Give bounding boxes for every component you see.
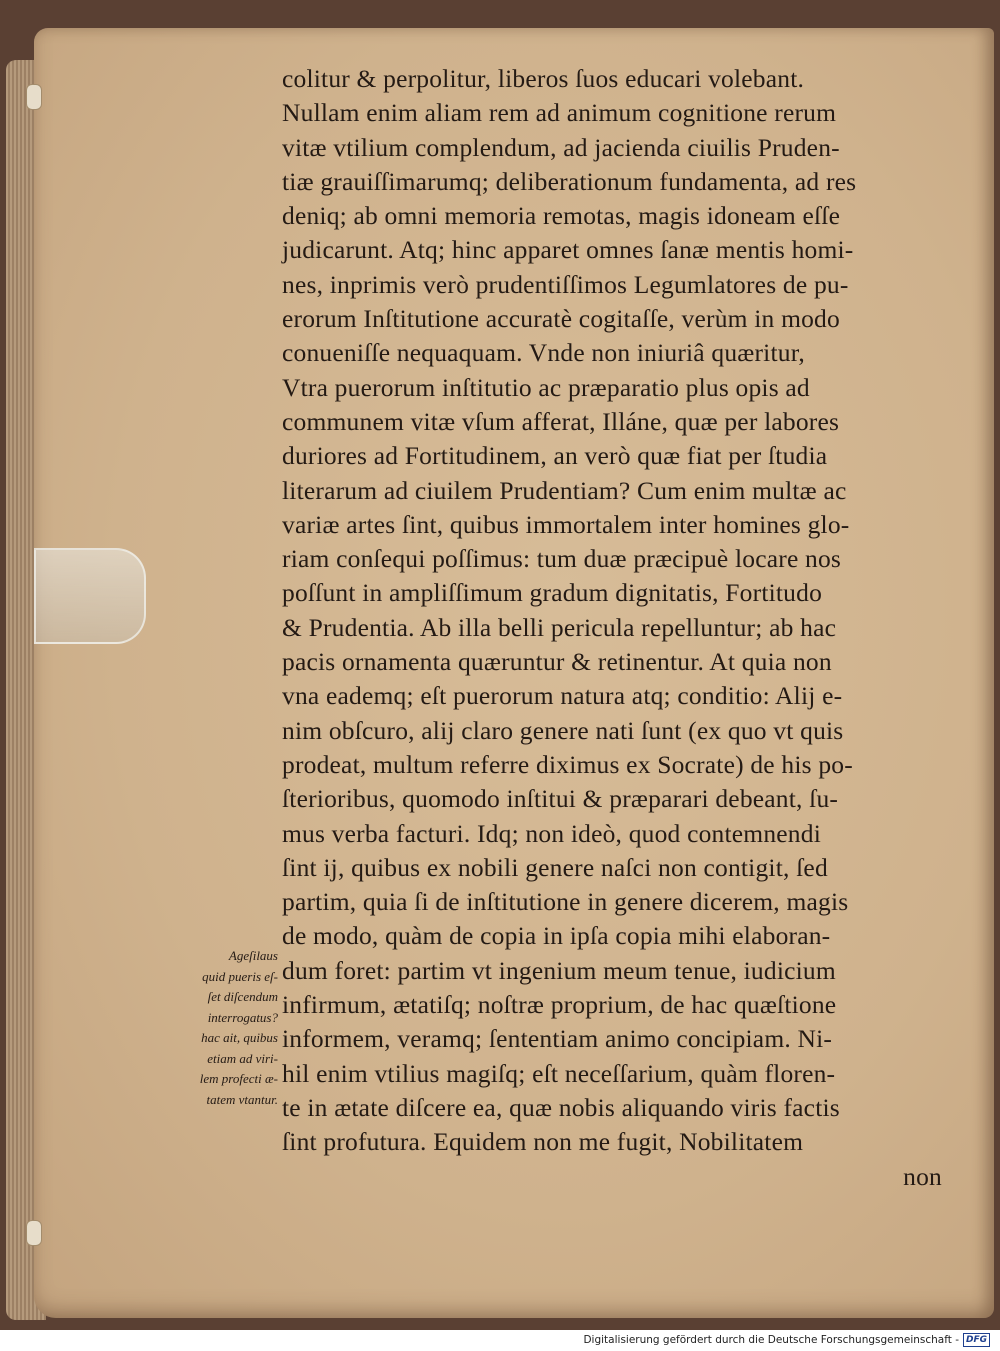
binding-pin-bottom xyxy=(26,1220,42,1246)
dfg-logo: DFG xyxy=(963,1333,990,1347)
text-line: erorum Inſtitutione accuratè cogitaſſe, verùm in modo xyxy=(282,304,840,334)
marginal-note xyxy=(160,946,278,1110)
marginal-note-line: ſet diſcendum xyxy=(207,989,278,1004)
funding-credit: Digitalisierung gefördert durch die Deutsche Forschungsgemeinschaft - xyxy=(583,1334,959,1346)
text-line: deniq; ab omni memoria remotas, magis idoneam eſſe xyxy=(282,201,841,231)
text-line: duriores ad Fortitudinem, an verò quæ fiat per ſtudia xyxy=(282,441,828,471)
page-holder-clip xyxy=(34,548,146,644)
text-line: mus verba facturi. Idq; non ideò, quod contemnendi xyxy=(282,818,821,848)
marginal-note-line: hac ait, quibus xyxy=(201,1030,278,1045)
binding-pin-top xyxy=(26,84,42,110)
text-line: Nullam enim aliam rem ad animum cognitione rerum xyxy=(282,98,837,128)
marginal-note-line: tatem vtantur. xyxy=(206,1091,278,1107)
text-line: vitæ vtilium complendum, ad jacienda ciuilis Pruden- xyxy=(282,132,840,162)
text-line: prodeat, multum referre diximus ex Socrate) de his po- xyxy=(282,749,853,779)
marginal-note-line: interrogatus? xyxy=(207,1009,278,1025)
text-line: poſſunt in ampliſſimum gradum dignitatis, Fortitudo xyxy=(282,578,823,608)
text-line: judicarunt. Atq; hinc apparet omnes ſanæ mentis homi- xyxy=(282,235,854,265)
text-line: Vtra puerorum inſtitutio ac præparatio plus opis ad xyxy=(282,372,810,402)
marginal-note-line: Ageſilaus xyxy=(228,948,278,963)
text-line: nes, inprimis verò prudentiſſimos Legumlatores de pu- xyxy=(282,269,849,299)
text-line: te in ætate diſcere ea, quæ nobis aliquando viris factis xyxy=(282,1092,840,1122)
text-line: de modo, quàm de copia in ipſa copia mihi elaboran- xyxy=(282,921,831,951)
text-line: nim obſcuro, alij claro genere nati ſunt (ex quo vt quis xyxy=(282,715,844,745)
text-line: literarum ad ciuilem Prudentiam? Cum enim multæ ac xyxy=(282,475,847,505)
text-line: vna eademq; eſt puerorum natura atq; conditio: Alij e- xyxy=(282,681,843,711)
text-line: pacis ornamenta quæruntur & retinentur. At quia non xyxy=(282,647,832,677)
text-line: conueniſſe nequaquam. Vnde non iniuriâ quæritur, xyxy=(282,338,805,368)
marginal-note-line: etiam ad viri- xyxy=(207,1050,278,1066)
text-line: tiæ grauiſſimarumq; deliberationum fundamenta, ad res xyxy=(282,166,857,196)
catchword: non xyxy=(903,1161,942,1191)
marginal-note-line: quid pueris eſ- xyxy=(202,968,278,984)
main-text-block xyxy=(282,62,942,1194)
marginal-note-line: lem profecti æ- xyxy=(199,1071,278,1086)
text-line: & Prudentia. Ab illa belli pericula repelluntur; ab hac xyxy=(282,612,837,642)
text-line: riam conſequi poſſimus: tum duæ præcipuè locare nos xyxy=(282,544,842,574)
text-line: colitur & perpolitur, liberos ſuos educari volebant. xyxy=(282,64,805,93)
text-line: informem, veramq; ſententiam animo concipiam. Ni- xyxy=(282,1024,833,1054)
text-line: ſterioribus, quomodo inſtitui & præparari debeant, ſu- xyxy=(282,784,839,814)
text-line: dum foret: partim vt ingenium meum tenue, iudicium xyxy=(282,955,836,985)
text-line: ſint profutura. Equidem non me fugit, Nobilitatem xyxy=(282,1127,804,1157)
text-line: communem vitæ vſum afferat, Illáne, quæ per labores xyxy=(282,406,840,436)
text-line: infirmum, ætatiſq; noſtræ proprium, de hac quæſtione xyxy=(282,990,837,1020)
text-line: hil enim vtilius magiſq; eſt neceſſarium, quàm floren- xyxy=(282,1058,836,1088)
text-line: partim, quia ſi de inſtitutione in genere dicerem, magis xyxy=(282,887,849,917)
text-line: variæ artes ſint, quibus immortalem inter homines glo- xyxy=(282,509,850,539)
text-line: ſint ij, quibus ex nobili genere naſci non contigit, ſed xyxy=(282,852,828,882)
digitization-footer xyxy=(583,1332,990,1348)
